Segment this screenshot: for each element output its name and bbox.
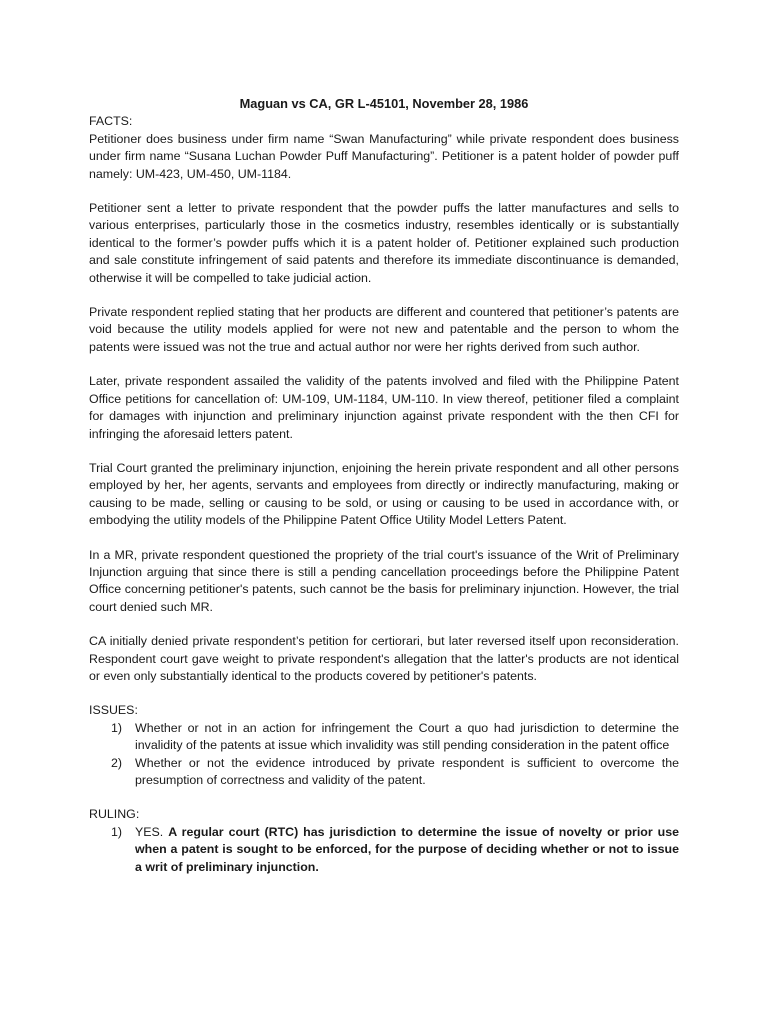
list-item-number: 1)	[111, 720, 123, 735]
facts-paragraph: Petitioner does business under firm name “Swan Manufacturing” while private respondent does business under firm name “Susana Luchan Powder Puff Manufacturing”. Petitioner is a patent holder of powder puff namely: UM-423, UM-450, UM-1184.	[89, 131, 679, 181]
issues-list	[89, 720, 679, 790]
ruling-answer: YES.	[135, 824, 169, 839]
facts-paragraph: Private respondent replied stating that her products are different and countered that petitioner’s patents are void because the utility models applied for were not new and patentable and the person to whom the patents were issued was not the true and actual author nor were her rights derived from such author.	[89, 305, 679, 354]
list-item	[89, 755, 679, 790]
list-item	[89, 720, 679, 755]
list-item-number: 1)	[111, 824, 123, 839]
document-body	[89, 95, 679, 893]
list-item-text: Whether or not the evidence introduced by private respondent is sufficient to overcome the presumption of correctness and validity of the patent.	[135, 755, 679, 787]
ruling-section	[89, 806, 679, 876]
facts-paragraph: Later, private respondent assailed the validity of the patents involved and filed with the Philippine Patent Office petitions for cancellation of: UM-109, UM-1184, UM-110. In view thereof, petitioner filed a complaint for damages with injunction and preliminary injunction against private respondent with the then CFI for infringing the aforesaid letters patent.	[89, 374, 679, 441]
facts-paragraph: CA initially denied private respondent’s petition for certiorari, but later reversed itself upon reconsideration. Respondent court gave weight to private respondent's allegation that the latter's products are not identical or even only substantially identical to the products covered by petitioner's patents.	[89, 634, 679, 683]
list-item-text: Whether or not in an action for infringement the Court a quo had jurisdiction to determine the invalidity of the patents at issue which invalidity was still pending consideration in the patent office	[135, 720, 679, 753]
issues-heading: ISSUES:	[89, 703, 138, 718]
facts-heading: FACTS:	[89, 114, 133, 129]
facts-section	[89, 113, 679, 685]
ruling-list	[89, 824, 679, 876]
ruling-text: A regular court (RTC) has jurisdiction to determine the issue of novelty or prior use when a patent is sought to be enforced, for the purpose of deciding whether or not to issue a writ of preliminary injunction.	[135, 824, 679, 874]
facts-paragraph: In a MR, private respondent questioned the propriety of the trial court's issuance of the Writ of Preliminary Injunction arguing that since there is still a pending cancellation proceedings before the Philippine Patent Office concerning petitioner's patents, such cannot be the basis for preliminary injunction. However, the trial court denied such MR.	[89, 547, 679, 614]
facts-paragraph: Trial Court granted the preliminary injunction, enjoining the herein private respondent and all other persons employed by her, her agents, servants and employees from directly or indirectly manufacturing, making or causing to be made, selling or causing to be sold, or using or causing to be used in accordance with, or embodying the utility models of the Philippine Patent Office Utility Model Letters Patent.	[89, 460, 679, 528]
facts-paragraph: Petitioner sent a letter to private respondent that the powder puffs the latter manufactures and sells to various enterprises, particularly those in the cosmetics industry, resembles identically or is substantially identical to the former’s powder puffs which it is a patent holder of. Petitioner explained such production and sale constitute infringement of said patents and therefore its immediate discontinuance is demanded, otherwise it will be compelled to take judicial action.	[89, 201, 679, 285]
issues-section	[89, 702, 679, 789]
list-item	[89, 824, 679, 876]
document-title: Maguan vs CA, GR L-45101, November 28, 1986	[239, 96, 529, 111]
list-item-number: 2)	[111, 755, 123, 770]
ruling-heading: RULING:	[89, 807, 140, 822]
